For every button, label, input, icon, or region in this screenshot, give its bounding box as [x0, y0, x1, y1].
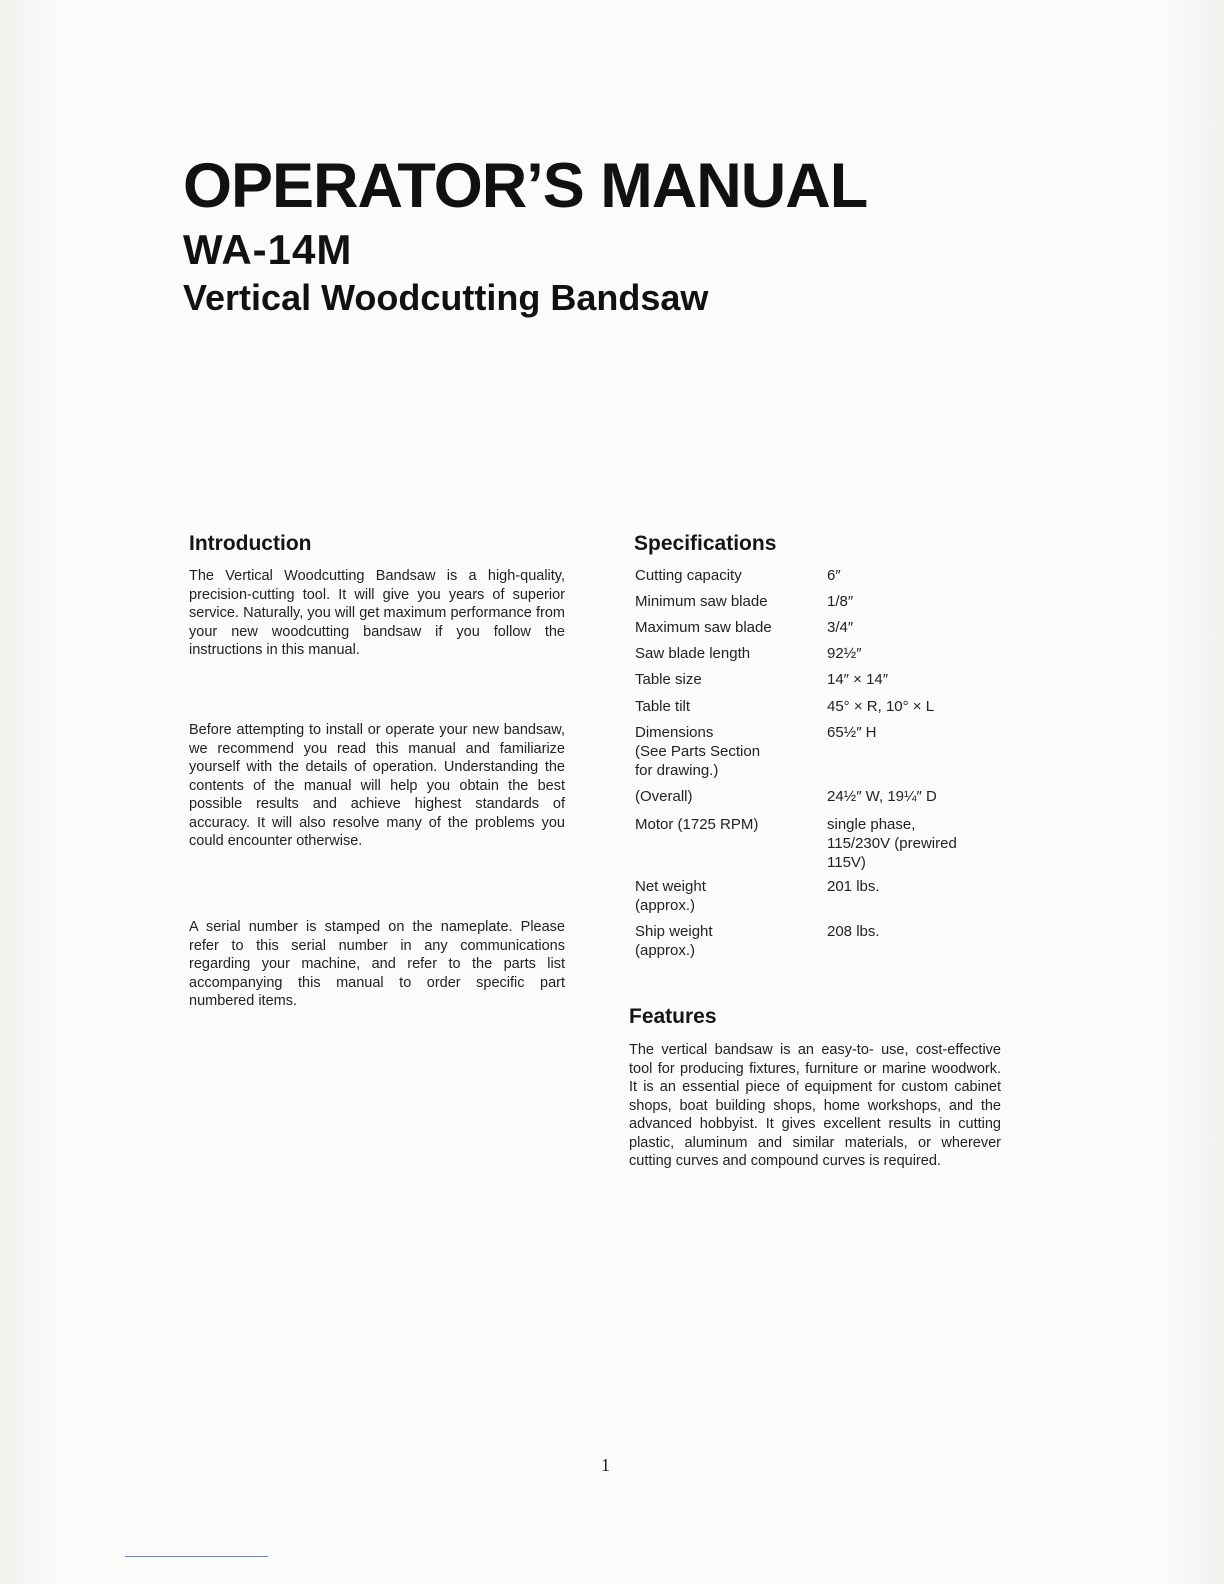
scan-shade-left	[0, 0, 60, 1584]
specifications-heading: Specifications	[634, 532, 777, 555]
spec-value: 45° × R, 10° × L	[827, 698, 935, 715]
spec-label: Table tilt	[635, 698, 691, 715]
spec-value: 92½″	[827, 645, 862, 662]
model-number: WA-14M	[183, 226, 353, 273]
spec-value: 6″	[827, 567, 841, 584]
spec-label: Motor (1725 RPM)	[635, 816, 759, 833]
spec-value: 65½″ H	[827, 724, 877, 741]
manual-title: OPERATOR’S MANUAL	[183, 151, 868, 221]
spec-label: Net weight (approx.)	[635, 878, 706, 914]
spec-value: single phase, 115/230V (prewired 115V)	[827, 816, 957, 871]
features-paragraph: The vertical bandsaw is an easy-to- use, cost-effective tool for producing fixtures, furniture or marine woodwork. It is an essential piece of equipment for custom cabinet shops, boat building shops, home workshops, and the advanced hobbyist. It gives excellent results in cutting plastic, aluminum and similar materials, or wherever cutting curves and compound curves is required.	[629, 1042, 1001, 1169]
spec-value: 201 lbs.	[827, 878, 880, 895]
spec-label: Minimum saw blade	[635, 593, 768, 610]
spec-label: Maximum saw blade	[635, 619, 772, 636]
product-name: Vertical Woodcutting Bandsaw	[183, 277, 709, 318]
introduction-heading: Introduction	[189, 532, 312, 555]
scan-shade-right	[1164, 0, 1224, 1584]
page-number: 1	[601, 1455, 610, 1475]
spec-value: 24½″ W, 19¼″ D	[827, 788, 937, 805]
spec-label: Cutting capacity	[635, 567, 742, 584]
features-heading: Features	[629, 1005, 717, 1028]
spec-value: 3/4″	[827, 619, 854, 636]
introduction-paragraph: The Vertical Woodcutting Bandsaw is a high-quality, precision-cutting tool. It will give you years of superior service. Naturally, you will get maximum performance from your new woodcutting bandsaw if you follow the instructions in this manual.	[189, 568, 565, 658]
spec-value: 208 lbs.	[827, 923, 880, 940]
title-block	[183, 148, 867, 320]
spec-value: 14″ × 14″	[827, 671, 889, 688]
spec-label: Dimensions (See Parts Section for drawing.)	[635, 724, 761, 779]
bottom-rule	[125, 1556, 268, 1557]
spec-label: (Overall)	[635, 788, 693, 805]
spec-label: Ship weight (approx.)	[635, 923, 713, 959]
introduction-paragraph: Before attempting to install or operate your new bandsaw, we recommend you read this manual and familiarize yourself with the details of operation. Understanding the contents of the manual will help you obtain the best possible results and achieve highest standards of accuracy. It will also resolve many of the problems you could encounter otherwise.	[189, 722, 565, 849]
introduction-paragraph: A serial number is stamped on the nameplate. Please refer to this serial number in any communications regarding your machine, and refer to the parts list accompanying this manual to order specific part numbered items.	[189, 919, 565, 1009]
spec-value: 1/8″	[827, 593, 854, 610]
spec-label: Table size	[635, 671, 702, 688]
spec-label: Saw blade length	[635, 645, 751, 662]
